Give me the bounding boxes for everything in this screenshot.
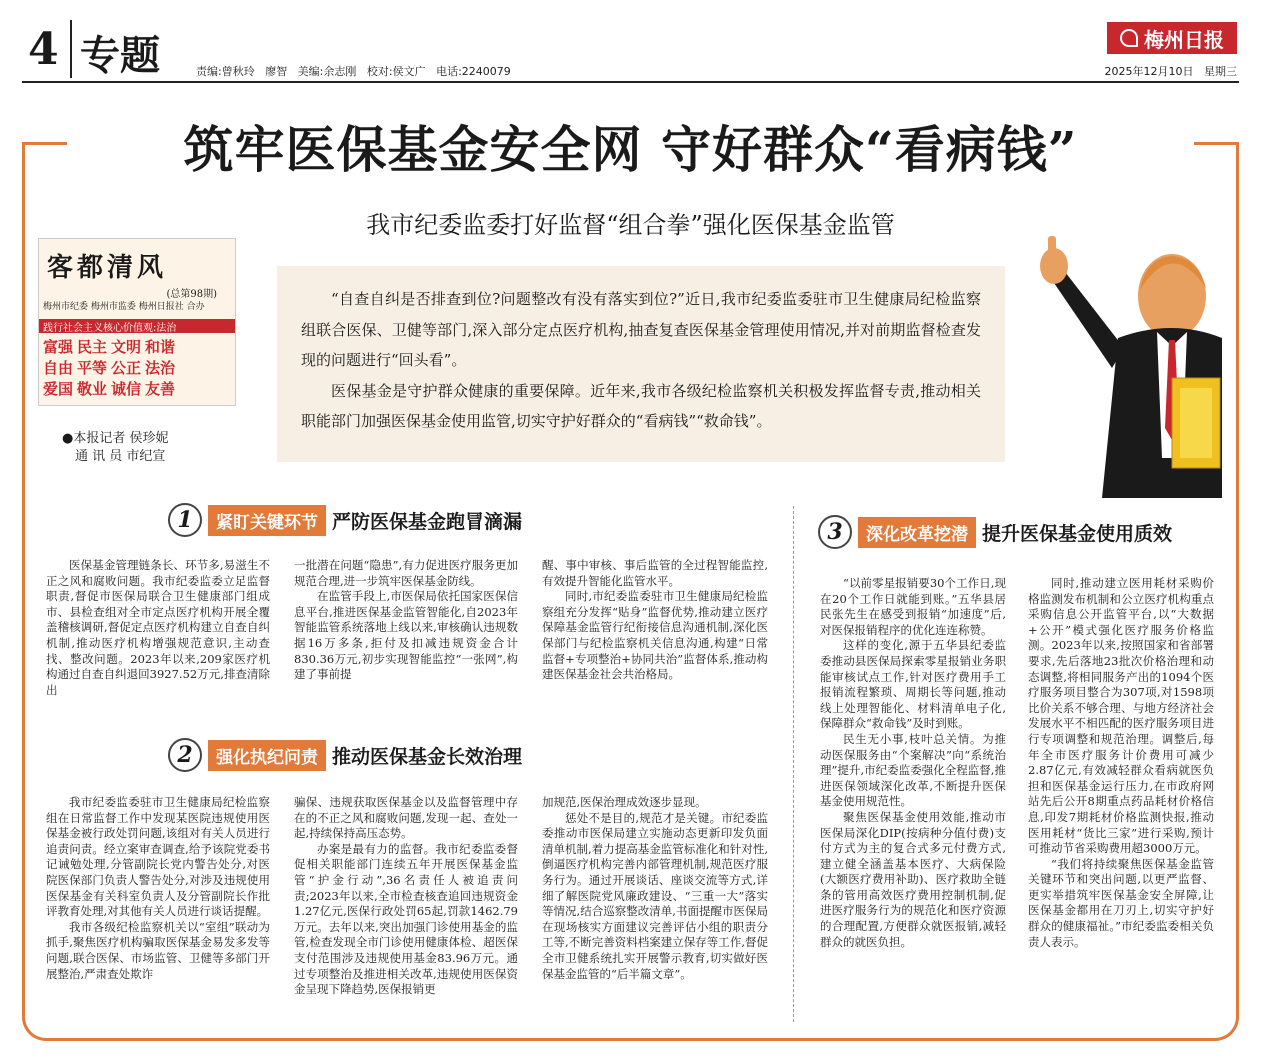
body-paragraph: 这样的变化,源于五华县纪委监委推动县医保局探索零星报销业务职能审核试点工作,针对医疗费用手工报销流程繁琐、周期长等问题,推动线上处理智能化、材料清单电子化,保障群众“救命钱”及时到账。 xyxy=(820,638,1006,731)
section2-col2 xyxy=(294,795,518,998)
section1-headline xyxy=(168,503,522,537)
section2-tag: 强化执纪问责 xyxy=(208,740,326,771)
reporter-byline xyxy=(62,430,168,466)
paper-name: 梅州日报 xyxy=(1144,27,1224,52)
body-paragraph: 医保基金管理链条长、环节多,易滋生不正之风和腐败问题。我市纪委监委立足监督职责,督促市医保局联合卫生健康部门组成市、县检查组对全市定点医疗机构开展全覆盖稽核调研,督促定点医疗机构建立自查自纠机制,推动医疗机构增强规范意识,主动查找、整改问题。2023年以来,209家医疗机构通过自查自纠退回3927.52万元,排查清除出 xyxy=(46,558,270,697)
column-band: 践行社会主义核心价值观:法治 xyxy=(39,319,235,333)
header-divider xyxy=(70,20,72,78)
section1-col3 xyxy=(542,558,768,683)
value-item: 富强 xyxy=(43,338,74,356)
value-item: 友善 xyxy=(145,380,176,398)
column-orgs: 梅州市纪委 梅州市监委 梅州日报社 合办 xyxy=(43,302,205,312)
reporter-line: ●本报记者 侯珍妮 xyxy=(62,431,169,446)
header-rule xyxy=(22,81,1239,83)
body-paragraph: “我们将持续聚焦医保基金监管关键环节和突出问题,以更严监督、更实举措筑牢医保基金安全屏障,让医保基金都用在刀刃上,切实守护好群众的健康福祉。”市纪委监委相关负责人表示。 xyxy=(1028,856,1214,949)
section3-tag: 深化改革挖潜 xyxy=(858,517,976,548)
value-item: 敬业 xyxy=(77,380,108,398)
body-paragraph: 惩处不是目的,规范才是关键。市纪委监委推动市医保局建立实施动态更新印发负面清单机制,着力提高基金监管标准化和针对性,倒逼医疗机构完善内部管理机制,规范医疗服务行为。通过开展谈话、座谈交流等方式,详细了解医院党风廉政建设、“三重一大”落实等情况,结合巡察整改清单,书面提醒市医保局在现场核实方面建议完善评估小组的职责分工等,不断完善资料档案建立保存等工作,督促全市卫健系统扎实开展警示教育,切实做好医保基金监管的“后半篇文章”。 xyxy=(542,810,768,981)
lead-paragraph: 医保基金是守护群众健康的重要保障。近年来,我市各级纪检监察机关积极发挥监督专责,推动相关职能部门加强医保基金使用监管,切实守护好群众的“看病钱”“救命钱”。 xyxy=(301,381,981,430)
section3-col1 xyxy=(820,576,1006,950)
column-logo xyxy=(38,238,236,406)
section3-col2 xyxy=(1028,576,1214,950)
value-item: 自由 xyxy=(43,359,74,377)
body-paragraph: 聚焦医保基金使用效能,推动市医保局深化DIP(按病种分值付费)支付方式为主的复合式多元付费方式,建立健全涵盖基本医疗、大病保险(大额医疗费用补助)、医疗救助全链条的管用高效医疗费用控制机制,促进医疗服务行为的规范化和医疗资源的合理配置,方便群众就医报销,减轻群众的就医负担。 xyxy=(820,809,1006,949)
column-divider xyxy=(793,506,794,1022)
body-paragraph: 办案是最有力的监督。我市纪委监委督促相关职能部门连续五年开展医保基金监管“护金行动”,36名责任人被追责问责;2023年以来,全市检查核查追回违规资金1.27亿元,医保行政处罚65起,罚款1462.79万元。去年以来,突出加强门诊使用基金的监管,检查发现全市门诊使用健康体检、超医保支付范围涉及违规使用基金83.96万元。通过专项整治及推进相关改革,违规使用医保资金呈现下降趋势,医保报销更 xyxy=(294,841,518,997)
lead-box xyxy=(277,266,1005,462)
body-paragraph: 我市各级纪检监察机关以“室组”联动为抓手,聚焦医疗机构骗取医保基金易发多发等问题,联合医保、市场监管、卫健等多部门开展整治,严肃查处欺诈 xyxy=(46,919,270,981)
section-title: 专题 xyxy=(80,32,160,79)
section1-number: 1 xyxy=(168,503,202,537)
body-paragraph: 醒、事中审核、事后监管的全过程智能监控,有效提升智能化监管水平。 xyxy=(542,558,768,588)
value-item: 诚信 xyxy=(111,380,142,398)
body-paragraph: 加规范,医保治理成效逐步显现。 xyxy=(542,795,707,809)
body-paragraph: “以前零星报销要30个工作日,现在20个工作日就能到账。”五华县居民张先生在感受到报销“加速度”后,对医保报销程序的优化连连称赞。 xyxy=(820,576,1006,637)
masthead xyxy=(1107,22,1237,54)
value-item: 民主 xyxy=(77,338,108,356)
core-values xyxy=(43,337,231,400)
section2-col1 xyxy=(46,795,270,982)
column-name: 客都清风 xyxy=(47,253,168,283)
section2-number: 2 xyxy=(168,738,202,772)
value-item: 爱国 xyxy=(43,380,74,398)
lead-paragraph: “自查自纠是否排查到位?问题整改有没有落实到位?”近日,我市纪委监委驻市卫生健康局纪检监察组联合医保、卫健等部门,深入部分定点医疗机构,抽查复查医保基金管理使用情况,并对前期监督检查发现的问题进行“回头看”。 xyxy=(301,290,981,369)
body-paragraph: 同时,推动建立医用耗材采购价格监测发布机制和公立医疗机构重点采购信息公开监管平台,以“大数据+公开”模式强化医疗服务价格监测。2023年以来,按照国家和省部署要求,先后落地23批次价格治理和动态调整,将相同服务产出的1094个医疗服务项目整合为307项,对1598项比价关系不够合理、与地方经济社会发展水平不相匹配的医疗服务项目进行专项调整和规范治理。调整后,每年全市医疗服务计价费用可减少2.87亿元,有效减轻群众看病就医负担和医保基金运行压力,在市政府网站先后公开8期重点药品耗材价格信息,印发7期耗材价格监测快报,推动医用耗材“货比三家”进行采购,预计可推动节省采购费用超3000万元。 xyxy=(1028,576,1214,856)
section1-title: 严防医保基金跑冒滴漏 xyxy=(332,510,523,533)
section3-title: 提升医保基金使用质效 xyxy=(982,522,1173,545)
paper-logo-icon xyxy=(1120,29,1138,47)
value-item: 和谐 xyxy=(145,338,176,356)
article-subtitle: 我市纪委监委打好监督“组合拳”强化医保基金监管 xyxy=(366,211,895,239)
section1-col1 xyxy=(46,558,270,698)
page-number: 4 xyxy=(28,24,59,75)
body-paragraph: 一批潜在问题“隐患”,有力促进医疗服务更加规范合理,进一步筑牢医保基金防线。 xyxy=(294,558,518,588)
body-paragraph: 骗保、违规获取医保基金以及监督管理中存在的不正之风和腐败问题,发现一起、查处一起,持续保持高压态势。 xyxy=(294,795,518,841)
issue-date: 2025年12月10日 星期三 xyxy=(1104,65,1237,78)
section2-col3 xyxy=(542,795,768,982)
section3-headline xyxy=(818,515,1172,549)
value-item: 公正 xyxy=(111,359,142,377)
value-item: 法治 xyxy=(145,359,176,377)
businessman-illustration xyxy=(1022,228,1222,498)
value-item: 文明 xyxy=(111,338,142,356)
section3-number: 3 xyxy=(818,515,852,549)
section2-headline xyxy=(168,738,522,772)
section2-title: 推动医保基金长效治理 xyxy=(332,745,523,768)
body-paragraph: 在监管手段上,市医保局依托国家医保信息平台,推进医保基金监管智能化,自2023年智能监管系统落地上线以来,审核确认违规数据16万多条,拒付及扣减违规资金合计830.36万元,初步实现智能监控“一张网”,构建了事前提 xyxy=(294,589,518,682)
body-paragraph: 民生无小事,枝叶总关情。为推动医保服务由“个案解决”向“系统治理”提升,市纪委监委强化全程监督,推进医保领域深化改革,不断提升医保基金使用规范性。 xyxy=(820,731,1006,809)
column-issue: (总第98期) xyxy=(166,289,217,300)
article-title: 筑牢医保基金安全网 守好群众“看病钱” xyxy=(183,120,1078,179)
value-item: 平等 xyxy=(77,359,108,377)
section1-col2 xyxy=(294,558,518,683)
section1-tag: 紧盯关键环节 xyxy=(208,505,326,536)
correspondent-line: 通 讯 员 市纪宣 xyxy=(75,449,166,464)
body-paragraph: 同时,市纪委监委驻市卫生健康局纪检监察组充分发挥“贴身”监督优势,推动建立医疗保障基金监管行纪衔接信息沟通机制,深化医保部门与纪检监察机关信息沟通,构建“日常监督+专项整治+协同共治”监督体系,推动构建医保基金社会共治格局。 xyxy=(542,589,768,682)
editor-credits: 责编:曾秋玲 廖智 美编:余志刚 校对:侯文广 电话:2240079 xyxy=(196,65,511,78)
body-paragraph: 我市纪委监委驻市卫生健康局纪检监察组在日常监督工作中发现某医院违规使用医保基金被行政处罚问题,该组对有关人员进行追责问责。经立案审查调查,给予该院党委书记诫勉处理,分管副院长党内警告处分,对医院医保部门负责人警告处分,对涉及违规使用医保基金有关科室负责人及分管副院长作批评教育处理,对其他有关人员进行谈话提醒。 xyxy=(46,795,270,919)
